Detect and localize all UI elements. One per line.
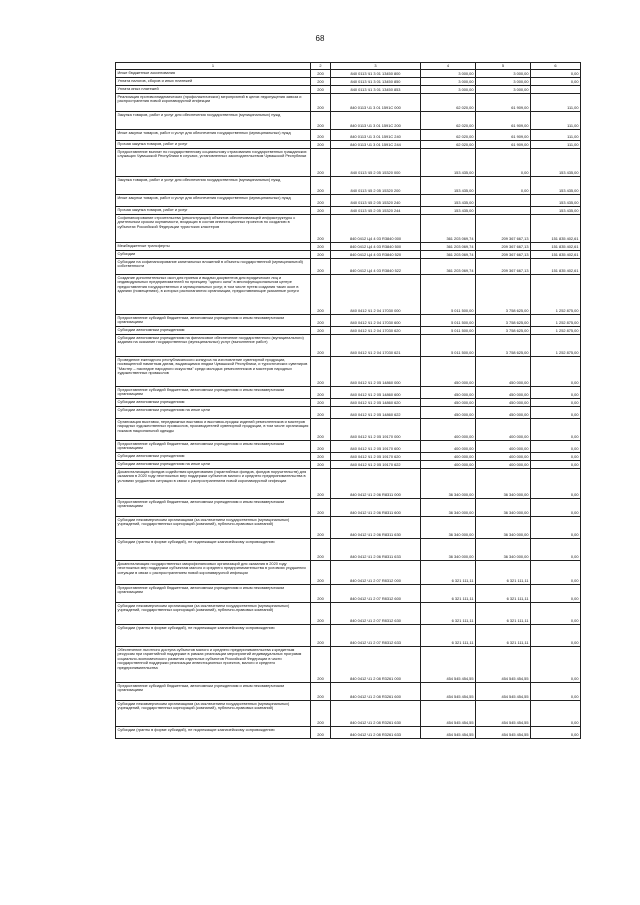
row-classification-code: 840 0412 Ч1 2 07 R8312 633 (331, 625, 421, 647)
row-classification-code: 840 0412 Ч1 2 05 19170 000 (331, 419, 421, 441)
row-description: Субсидии автономным учреждениям (116, 399, 311, 407)
row-description: Прочая закупка товаров, работ и услуг (116, 207, 311, 215)
row-amount-col6: 151 835 402,61 (531, 243, 581, 251)
row-amount-col5: 454 545 454,55 (476, 701, 531, 727)
row-description: Предоставление субсидий бюджетным, автономным учреждениям и иным некоммерческим организациям (116, 499, 311, 517)
row-amount-total: 400 000,00 (421, 441, 476, 453)
row-classification-code: 840 0412 Ч1 2 08 R3261 633 (331, 727, 421, 739)
row-amount-col5: 36 340 000,00 (476, 539, 531, 561)
row-code: 200 (311, 78, 331, 86)
column-header: 1 (116, 63, 311, 70)
row-amount-col6: 0,00 (531, 70, 581, 78)
row-classification-code: 840 0113 Ч5 2 05 15320 000 (331, 149, 421, 177)
row-amount-total: 450 000,00 (421, 399, 476, 407)
row-description: Иные закупки товаров, работ и услуг для обеспечения государственных (муниципальных) нужд (116, 195, 311, 207)
row-description: Докапитализация фондов содействия кредитованию (гарантийных фондов, фондов поручительств) для оказания в 2020 году неотложных мер поддержки субъектов малого и среднего предпринимательства в условиях ухудшения ситуации в связи с распространением новой коронавирусной инфекции (116, 469, 311, 499)
row-amount-col6: 0,00 (531, 387, 581, 399)
row-amount-total: 450 000,00 (421, 357, 476, 387)
row-classification-code: 840 0113 Ч1 3 01 13450 850 (331, 78, 421, 86)
row-amount-total: 62 020,00 (421, 141, 476, 149)
row-description: Субсидии (гранты в форме субсидий), не подлежащие казначейскому сопровождению (116, 727, 311, 739)
row-description: Закупка товаров, работ и услуг для обеспечения государственных (муниципальных) нужд (116, 177, 311, 195)
row-amount-col6: 0,00 (531, 78, 581, 86)
row-classification-code: 840 0412 Ч1 2 05 19170 622 (331, 461, 421, 469)
row-amount-col5: 61 909,00 (476, 130, 531, 141)
row-amount-col6: 153 435,00 (531, 195, 581, 207)
row-description: Субсидии на софинансирование капитальных вложений в объекты государственной (муниципальной) собственности (116, 259, 311, 275)
row-classification-code: 840 0113 Ч1 3 01 1591С 240 (331, 130, 421, 141)
row-classification-code: 840 0113 Ч1 3 01 13450 800 (331, 70, 421, 78)
row-amount-col6: 0,00 (531, 517, 581, 539)
row-classification-code: 840 0412 Ч1 2 07 R8312 600 (331, 585, 421, 603)
row-amount-col5: 3 758 625,00 (476, 315, 531, 327)
row-amount-col5: 6 321 111,11 (476, 625, 531, 647)
row-amount-col5: 0,00 (476, 149, 531, 177)
row-amount-col6: 111,00 (531, 141, 581, 149)
table-row (116, 357, 581, 387)
row-classification-code: 840 0412 Ч1 2 05 14860 600 (331, 387, 421, 399)
row-amount-total: 36 340 000,00 (421, 517, 476, 539)
row-amount-col6: 0,00 (531, 625, 581, 647)
row-amount-total: 454 545 454,55 (421, 683, 476, 701)
row-amount-col6: 153 435,00 (531, 207, 581, 215)
row-amount-col6: 0,00 (531, 647, 581, 683)
row-code: 200 (311, 701, 331, 727)
row-amount-col6: 1 252 875,00 (531, 327, 581, 335)
row-classification-code: 840 0113 Ч1 3 01 1591С 000 (331, 94, 421, 112)
row-amount-col5 (476, 195, 531, 207)
row-code: 200 (311, 517, 331, 539)
row-code: 200 (311, 112, 331, 130)
row-amount-total: 36 340 000,00 (421, 469, 476, 499)
row-amount-col6: 1 252 875,00 (531, 315, 581, 327)
row-description: Субсидии (гранты в форме субсидий), не подлежащие казначейскому сопровождению (116, 539, 311, 561)
table-row (116, 177, 581, 195)
row-classification-code: 840 0113 Ч1 3 01 1591С 244 (331, 141, 421, 149)
row-classification-code: 840 0412 Ч1 2 04 17030 000 (331, 275, 421, 315)
row-amount-total: 400 000,00 (421, 461, 476, 469)
row-classification-code: 840 0412 Ч1 2 05 14860 000 (331, 357, 421, 387)
row-description: Софинансирование строительства (реконструкции) объектов обеспечивающей инфраструктуры с длительным сроком окупаемости, входящих в состав инвестиционных проектов по созданию в субъектах Российской Федерации туристских кластеров (116, 215, 311, 243)
table-row (116, 207, 581, 215)
row-code: 200 (311, 387, 331, 399)
table-row (116, 441, 581, 453)
column-header: 4 (421, 63, 476, 70)
row-code: 200 (311, 141, 331, 149)
row-amount-total: 6 321 111,11 (421, 603, 476, 625)
row-amount-col5: 0,00 (476, 177, 531, 195)
row-classification-code: 840 0412 Ч1 2 06 R8311 630 (331, 517, 421, 539)
row-description: Предоставление субсидий бюджетным, автономным учреждениям и иным некоммерческим организациям (116, 683, 311, 701)
table-row (116, 419, 581, 441)
row-classification-code: 840 0412 Ч1 2 04 17030 620 (331, 327, 421, 335)
row-amount-col6: 0,00 (531, 683, 581, 701)
row-amount-total: 400 000,00 (421, 453, 476, 461)
row-code: 200 (311, 399, 331, 407)
row-amount-col6: 111,00 (531, 130, 581, 141)
row-amount-col5: 400 000,00 (476, 453, 531, 461)
row-amount-col6: 111,00 (531, 94, 581, 112)
row-code: 200 (311, 243, 331, 251)
row-amount-col5: 36 340 000,00 (476, 499, 531, 517)
row-classification-code: 840 0412 Ц4 4 03 R3840 520 (331, 251, 421, 259)
table-row (116, 407, 581, 419)
row-description: Реализация противоэпидемических (профилактических) мероприятий в целях недопущения завоза и распространения новой коронавирусной инфекции (116, 94, 311, 112)
row-amount-col6: 0,00 (531, 585, 581, 603)
row-amount-col6: 151 835 402,61 (531, 259, 581, 275)
row-amount-col5: 61 909,00 (476, 141, 531, 149)
budget-table (115, 62, 581, 739)
row-amount-col5: 6 321 111,11 (476, 561, 531, 585)
row-classification-code: 840 0412 Ч1 2 05 19170 620 (331, 453, 421, 461)
row-code: 200 (311, 275, 331, 315)
row-amount-col5: 3 000,00 (476, 70, 531, 78)
table-row (116, 499, 581, 517)
row-amount-col6: 0,00 (531, 419, 581, 441)
row-amount-col6: 0,00 (531, 399, 581, 407)
row-code: 200 (311, 357, 331, 387)
row-amount-col5: 400 000,00 (476, 461, 531, 469)
row-description: Обеспечение льготного доступа субъектов малого и среднего предпринимательства к кредитным ресурсам при гарантийной поддержке в рамках реализации мероприятий индивидуальных программ социально-экономического развития отдельных субъектов Российской Федерации в части государственной поддержки реализации инвестиционных проектов, малого и среднего предпринимательства (116, 647, 311, 683)
row-code: 200 (311, 315, 331, 327)
row-classification-code: 840 0113 Ч5 2 05 15320 240 (331, 195, 421, 207)
row-amount-total: 36 340 000,00 (421, 539, 476, 561)
table-row (116, 275, 581, 315)
row-amount-total: 153 435,00 (421, 149, 476, 177)
row-description: Субсидии автономным учреждениям на иные цели (116, 461, 311, 469)
table-row (116, 727, 581, 739)
row-amount-col5: 3 000,00 (476, 86, 531, 94)
table-row (116, 539, 581, 561)
row-amount-total: 361 203 069,74 (421, 215, 476, 243)
table-row (116, 78, 581, 86)
table-row (116, 683, 581, 701)
row-classification-code: 840 0113 Ч1 3 01 13450 853 (331, 86, 421, 94)
row-description: Предоставление субсидий бюджетным, автономным учреждениям и иным некоммерческим организациям (116, 585, 311, 603)
row-amount-col5: 454 545 454,55 (476, 647, 531, 683)
row-description: Субсидии автономным учреждениям на финансовое обеспечение государственного (муниципального) задания на оказание государственных (муниципальных) услуг (выполнение работ) (116, 335, 311, 357)
row-code: 200 (311, 539, 331, 561)
table-row (116, 517, 581, 539)
row-code: 200 (311, 561, 331, 585)
table-row (116, 195, 581, 207)
row-amount-col6: 0,00 (531, 499, 581, 517)
row-amount-total: 6 321 111,11 (421, 585, 476, 603)
row-description: Уплата иных платежей (116, 86, 311, 94)
row-description: Иные закупки товаров, работ и услуг для обеспечения государственных (муниципальных) нужд (116, 130, 311, 141)
row-amount-col5: 3 000,00 (476, 78, 531, 86)
table-row (116, 603, 581, 625)
column-header: 2 (311, 63, 331, 70)
row-amount-col6: 0,00 (531, 441, 581, 453)
row-amount-col5: 3 758 625,00 (476, 335, 531, 357)
table-row (116, 701, 581, 727)
row-classification-code: 840 0113 Ч5 2 05 15320 244 (331, 207, 421, 215)
row-amount-col5: 6 321 111,11 (476, 603, 531, 625)
table-row (116, 387, 581, 399)
row-amount-col6: 1 252 875,00 (531, 275, 581, 315)
row-amount-total: 62 020,00 (421, 130, 476, 141)
row-amount-total: 454 545 454,55 (421, 647, 476, 683)
row-code: 200 (311, 727, 331, 739)
row-code: 200 (311, 461, 331, 469)
row-amount-col5: 209 367 667,13 (476, 259, 531, 275)
row-code: 200 (311, 207, 331, 215)
row-classification-code: 840 0412 Ч1 2 08 R3261 600 (331, 683, 421, 701)
row-classification-code: 840 0412 Ч1 2 04 17030 600 (331, 315, 421, 327)
row-amount-col5: 400 000,00 (476, 441, 531, 453)
row-code: 200 (311, 499, 331, 517)
row-amount-total: 450 000,00 (421, 387, 476, 399)
row-code: 200 (311, 215, 331, 243)
table-row (116, 251, 581, 259)
row-amount-total: 62 020,00 (421, 94, 476, 112)
row-description: Межбюджетные трансферты (116, 243, 311, 251)
table-row (116, 647, 581, 683)
row-code: 200 (311, 86, 331, 94)
row-amount-total: 3 000,00 (421, 70, 476, 78)
row-description: Субсидии автономным учреждениям на иные цели (116, 407, 311, 419)
row-amount-col5: 209 367 667,13 (476, 215, 531, 243)
row-code: 200 (311, 259, 331, 275)
table-row (116, 94, 581, 112)
table-header-row (116, 63, 581, 70)
column-header: 5 (476, 63, 531, 70)
table-row (116, 141, 581, 149)
row-description: Субсидии автономным учреждениям (116, 327, 311, 335)
row-description: Уплата налогов, сборов и иных платежей (116, 78, 311, 86)
row-description: Создание дополнительных окон для приема и выдачи документов для юридических лиц и индивидуальных предпринимателей по принципу "одного окна" в многофункциональном центре предоставления государственных и муниципальных услуг, в том числе путем создания таких окон в зданиях (помещениях), в которых располагаются организации, предоставляющие указанные услуги (116, 275, 311, 315)
row-amount-col5: 450 000,00 (476, 357, 531, 387)
row-classification-code: 840 0412 Ц4 4 03 R3840 000 (331, 215, 421, 243)
row-classification-code: 840 0412 Ч1 2 06 R8311 000 (331, 469, 421, 499)
row-code: 200 (311, 453, 331, 461)
row-code: 200 (311, 407, 331, 419)
row-classification-code: 840 0412 Ч1 2 05 19170 600 (331, 441, 421, 453)
table-row (116, 453, 581, 461)
row-amount-total: 62 020,00 (421, 112, 476, 130)
row-code: 200 (311, 603, 331, 625)
table-row (116, 215, 581, 243)
table-row (116, 86, 581, 94)
row-amount-col6: 0,00 (531, 561, 581, 585)
row-classification-code: 840 0412 Ч1 2 07 R8312 630 (331, 603, 421, 625)
row-amount-col5: 3 758 625,00 (476, 275, 531, 315)
table-row (116, 315, 581, 327)
row-amount-total: 36 340 000,00 (421, 499, 476, 517)
row-description: Прочая закупка товаров, работ и услуг (116, 141, 311, 149)
table-row (116, 149, 581, 177)
row-description: Проведение ежегодного республиканского конкурса на изготовление сувенирной продукции, посвященной памятным датам, выдающимся людям Чувашской Республики, и туристических сувениров "Мастер – наследие народного искусства" среди молодых ремесленников и мастеров народных художественных промыслов (116, 357, 311, 387)
table-row (116, 625, 581, 647)
row-amount-total: 5 011 500,00 (421, 327, 476, 335)
column-header: 3 (331, 63, 421, 70)
row-code: 200 (311, 419, 331, 441)
table-row (116, 561, 581, 585)
row-description: Субсидии (116, 251, 311, 259)
row-amount-col5: 450 000,00 (476, 387, 531, 399)
column-header: 6 (531, 63, 581, 70)
row-amount-col5: 36 340 000,00 (476, 469, 531, 499)
row-code: 200 (311, 585, 331, 603)
row-amount-total: 5 011 500,00 (421, 315, 476, 327)
row-classification-code: 840 0412 Ч1 2 05 14860 622 (331, 407, 421, 419)
row-amount-total: 5 011 500,00 (421, 275, 476, 315)
row-code: 200 (311, 327, 331, 335)
row-classification-code: 840 0412 Ц4 4 03 R3840 522 (331, 259, 421, 275)
row-classification-code: 840 0412 Ч1 2 06 R8311 600 (331, 499, 421, 517)
row-amount-col6: 0,00 (531, 469, 581, 499)
row-amount-total: 153 435,00 (421, 195, 476, 207)
row-amount-col6: 153 435,00 (531, 177, 581, 195)
row-classification-code: 840 0113 Ч1 3 01 1591С 200 (331, 112, 421, 130)
row-amount-total: 450 000,00 (421, 407, 476, 419)
row-amount-col5: 450 000,00 (476, 407, 531, 419)
row-classification-code: 840 0412 Ч1 2 07 R8312 000 (331, 561, 421, 585)
row-description: Предоставление субсидий бюджетным, автономным учреждениям и иным некоммерческим организациям (116, 387, 311, 399)
row-description: Субсидии некоммерческим организациям (за исключением государственных (муниципальных) учреждений, государственных корпораций (компаний), публично-правовых компаний) (116, 701, 311, 727)
row-amount-col6: 0,00 (531, 461, 581, 469)
row-amount-col5: 61 909,00 (476, 94, 531, 112)
row-amount-col6: 0,00 (531, 407, 581, 419)
row-code: 200 (311, 177, 331, 195)
row-code: 200 (311, 441, 331, 453)
row-code: 200 (311, 94, 331, 112)
row-code: 200 (311, 195, 331, 207)
row-amount-col6: 151 835 402,61 (531, 251, 581, 259)
row-code: 200 (311, 647, 331, 683)
row-description: Предоставление выплат по государственному социальному страхованию государственных гражданских служащих Чувашской Республики в случаях, установленных законодательством Чувашской Республики (116, 149, 311, 177)
row-amount-total: 3 000,00 (421, 86, 476, 94)
row-amount-col5: 209 367 667,13 (476, 251, 531, 259)
table-row (116, 585, 581, 603)
table-row (116, 130, 581, 141)
row-amount-col6: 0,00 (531, 539, 581, 561)
row-amount-col6: 0,00 (531, 603, 581, 625)
row-amount-total: 153 435,00 (421, 177, 476, 195)
row-amount-col6: 111,00 (531, 112, 581, 130)
row-code: 200 (311, 625, 331, 647)
row-classification-code: 840 0412 Ч1 2 05 14860 620 (331, 399, 421, 407)
row-amount-total: 400 000,00 (421, 419, 476, 441)
table-row (116, 335, 581, 357)
row-description: Закупка товаров, работ и услуг для обеспечения государственных (муниципальных) нужд (116, 112, 311, 130)
row-description: Предоставление субсидий бюджетным, автономным учреждениям и иным некоммерческим организациям (116, 315, 311, 327)
row-description: Докапитализация государственных микрофинансовых организаций для оказания в 2020 году неотложных мер поддержки субъектам малого и среднего предпринимательства в условиях ухудшения ситуации в связи с распространением новой коронавирусной инфекции (116, 561, 311, 585)
row-description: Субсидии некоммерческим организациям (за исключением государственных (муниципальных) учреждений, государственных корпораций (компаний), публично-правовых компаний) (116, 517, 311, 539)
row-amount-col5: 6 321 111,11 (476, 585, 531, 603)
table-row (116, 461, 581, 469)
row-amount-total: 454 545 454,55 (421, 727, 476, 739)
row-amount-total: 454 545 454,55 (421, 701, 476, 727)
row-code: 200 (311, 149, 331, 177)
row-amount-col6: 0,00 (531, 357, 581, 387)
row-amount-total: 6 321 111,11 (421, 625, 476, 647)
row-amount-col6: 153 435,00 (531, 149, 581, 177)
row-description: Организация выставок, передвижных выставок и выставок-продаж изделий ремесленников и мастеров народных художественных промыслов, производителей сувенирной продукции, в том числе организация показов национальной одежды (116, 419, 311, 441)
row-classification-code: 840 0412 Ч1 2 06 R8311 633 (331, 539, 421, 561)
row-amount-total: 3 000,00 (421, 78, 476, 86)
row-amount-col5: 209 367 667,13 (476, 243, 531, 251)
row-amount-col5: 36 340 000,00 (476, 517, 531, 539)
page-number: 68 (315, 34, 325, 43)
table-row (116, 469, 581, 499)
row-amount-col5: 454 545 454,55 (476, 683, 531, 701)
table-row (116, 259, 581, 275)
row-amount-total: 361 203 069,74 (421, 251, 476, 259)
row-amount-col6: 0,00 (531, 701, 581, 727)
row-classification-code: 840 0412 Ч1 2 08 R3261 630 (331, 701, 421, 727)
table-row (116, 112, 581, 130)
row-classification-code: 840 0412 Ч1 2 04 17030 621 (331, 335, 421, 357)
row-description: Иные бюджетные ассигнования (116, 70, 311, 78)
row-description: Субсидии автономным учреждениям (116, 453, 311, 461)
row-amount-col6: 151 835 402,61 (531, 215, 581, 243)
row-code: 200 (311, 469, 331, 499)
row-amount-total: 361 203 069,74 (421, 243, 476, 251)
row-classification-code: 840 0113 Ч5 2 05 15320 200 (331, 177, 421, 195)
row-description: Субсидии некоммерческим организациям (за исключением государственных (муниципальных) учреждений, государственных корпораций (компаний), публично-правовых компаний) (116, 603, 311, 625)
row-amount-total: 5 011 500,00 (421, 335, 476, 357)
row-amount-col5: 61 909,00 (476, 112, 531, 130)
row-amount-col5: 454 545 454,55 (476, 727, 531, 739)
row-description: Субсидии (гранты в форме субсидий), не подлежащие казначейскому сопровождению (116, 625, 311, 647)
row-code: 200 (311, 335, 331, 357)
row-amount-col5: 400 000,00 (476, 419, 531, 441)
row-code: 200 (311, 251, 331, 259)
table-row (116, 399, 581, 407)
row-amount-col6: 1 252 875,00 (531, 335, 581, 357)
row-code: 200 (311, 130, 331, 141)
row-amount-col6: 0,00 (531, 727, 581, 739)
table-row (116, 70, 581, 78)
table-row (116, 327, 581, 335)
row-classification-code: 840 0412 Ч1 2 08 R3261 000 (331, 647, 421, 683)
row-classification-code: 840 0412 Ц4 4 03 R3840 500 (331, 243, 421, 251)
row-amount-col6 (531, 86, 581, 94)
row-description: Предоставление субсидий бюджетным, автономным учреждениям и иным некоммерческим организациям (116, 441, 311, 453)
row-code: 200 (311, 683, 331, 701)
row-amount-col5: 3 758 625,00 (476, 327, 531, 335)
row-amount-col5 (476, 207, 531, 215)
table-row (116, 243, 581, 251)
row-code: 200 (311, 70, 331, 78)
row-amount-total: 361 203 069,74 (421, 259, 476, 275)
row-amount-col5: 450 000,00 (476, 399, 531, 407)
row-amount-total: 6 321 111,11 (421, 561, 476, 585)
row-amount-total: 153 435,00 (421, 207, 476, 215)
row-amount-col6: 0,00 (531, 453, 581, 461)
